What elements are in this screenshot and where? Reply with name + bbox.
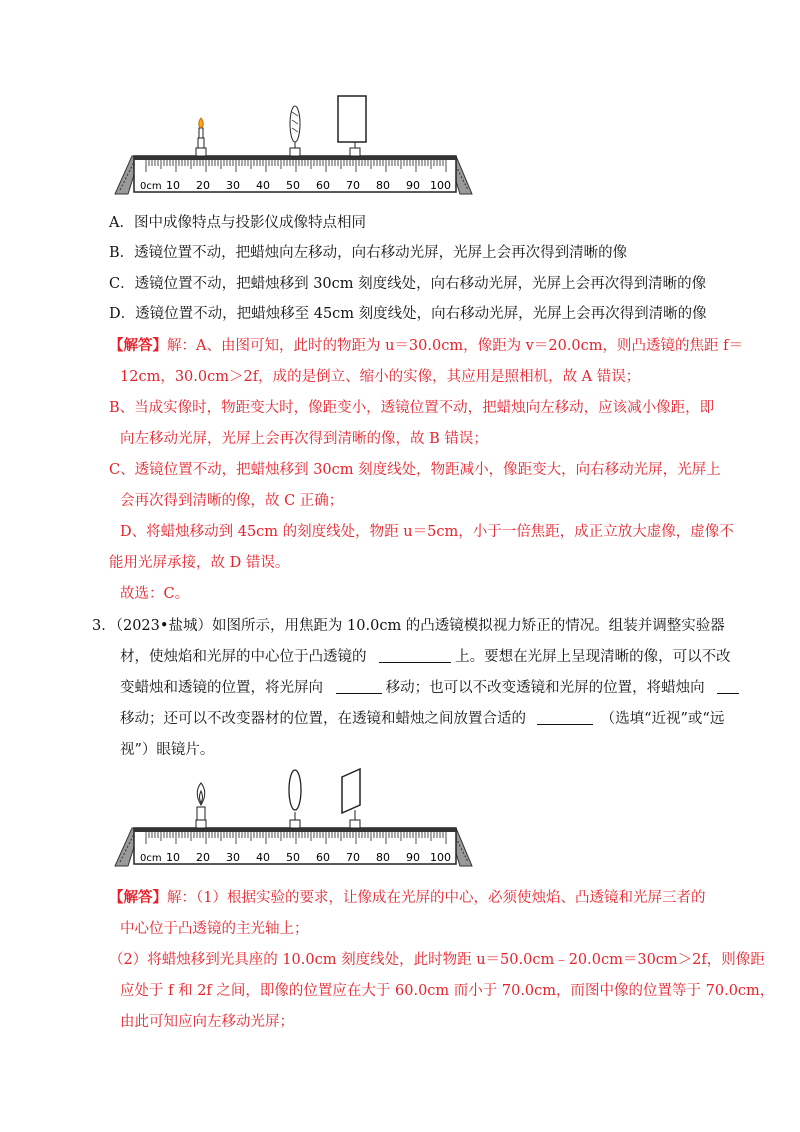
answer-1-line-6: 会再次得到清晰的像，故 C 正确； <box>120 493 344 509</box>
ruler-label: 70 <box>346 851 360 864</box>
question-text: （选填“近视”或“远 <box>600 711 725 727</box>
answer-1-line-9: 故选：C。 <box>120 586 190 602</box>
ruler-label: 90 <box>406 179 420 192</box>
optical-bench-figure-1 <box>110 90 480 200</box>
ruler-label: 40 <box>256 851 270 864</box>
option-d: D．透镜位置不动，把蜡烛移至 45cm 刻度线处，向右移动光屏，光屏上会再次得到清晰的像 <box>109 306 707 322</box>
question-3-line-1 <box>92 616 725 636</box>
answer-1-line-2: 12cm，30.0cm＞2f，成的是倒立、缩小的实像，其应用是照相机，故 A 错误； <box>120 369 641 385</box>
answer-1-line-4: 向左移动光屏，光屏上会再次得到清晰的像，故 B 错误； <box>120 431 488 447</box>
answer-1-line-1 <box>109 336 743 356</box>
ruler-label: 80 <box>376 851 390 864</box>
answer-3-line-1 <box>109 888 705 908</box>
ruler-label: 60 <box>316 851 330 864</box>
answer-3-line-4: 应处于 f 和 2f 之间，即像的位置应在大于 60.0cm 而小于 70.0cm，而图中像的位置等于 70.0cm， <box>120 983 775 999</box>
ruler-label: 0cm <box>140 181 162 192</box>
answer-blank <box>379 648 451 663</box>
ruler-label: 20 <box>196 851 210 864</box>
answer-3-line-3: （2）将蜡烛移到光具座的 10.0cm 刻度线处，此时物距 u＝50.0cm﹣20.0cm＝30cm＞2f，则像距 <box>109 952 765 968</box>
ruler-label: 100 <box>430 179 451 192</box>
option-a: A．图中成像特点与投影仪成像特点相同 <box>109 215 366 231</box>
ruler-label: 100 <box>430 851 451 864</box>
light-screen <box>338 96 366 156</box>
ruler-label: 20 <box>196 179 210 192</box>
light-screen <box>342 769 360 828</box>
answer-blank <box>336 679 382 694</box>
ruler-label: 90 <box>406 851 420 864</box>
convex-lens <box>290 106 300 156</box>
answer-text: 解：A、由图可知，此时的物距为 u＝30.0cm，像距为 v＝20.0cm，则凸透镜的焦距 f＝ <box>167 338 744 354</box>
answer-1-line-7: D、将蜡烛移动到 45cm 的刻度线处，物距 u＝5cm，小于一倍焦距，成正立放大虚像，虚像不 <box>120 524 734 540</box>
ruler-label: 50 <box>286 851 300 864</box>
question-number: 3． <box>92 618 116 634</box>
ruler-label: 30 <box>226 851 240 864</box>
question-3-line-5: 视”）眼镜片。 <box>120 742 215 758</box>
answer-tag: 【解答】 <box>109 337 167 354</box>
question-text: 移动；还可以不改变器材的位置，在透镜和蜡烛之间放置合适的 <box>120 711 526 727</box>
answer-3-line-2: 中心位于凸透镜的主光轴上； <box>120 921 309 937</box>
answer-1-line-8: 能用光屏承接，故 D 错误。 <box>109 555 290 571</box>
ruler-label: 80 <box>376 179 390 192</box>
optical-bench-figure-2 <box>110 765 480 875</box>
candle <box>196 118 206 156</box>
convex-lens <box>289 770 301 828</box>
answer-3-line-5: 由此可知应向左移动光屏； <box>120 1014 294 1030</box>
option-b: B．透镜位置不动，把蜡烛向左移动，向右移动光屏，光屏上会再次得到清晰的像 <box>109 245 628 261</box>
ruler-label: 30 <box>226 179 240 192</box>
answer-1-line-5: C、透镜位置不动，把蜡烛移到 30cm 刻度线处，物距减小，像距变大，向右移动光屏，光屏上 <box>109 462 721 478</box>
question-text: 移动；也可以不改变透镜和光屏的位置，将蜡烛向 <box>385 680 705 696</box>
question-text: 材，使烛焰和光屏的中心位于凸透镜的 <box>120 649 367 665</box>
ruler-label: 40 <box>256 179 270 192</box>
ruler-label: 70 <box>346 179 360 192</box>
answer-tag: 【解答】 <box>109 889 167 906</box>
ruler-label: 10 <box>166 851 180 864</box>
ruler-label: 10 <box>166 179 180 192</box>
question-text: （2023•盐城）如图所示，用焦距为 10.0cm 的凸透镜模拟视力矫正的情况。组装并调整实验器 <box>115 618 725 634</box>
question-3-line-2 <box>120 647 731 667</box>
ruler-label: 60 <box>316 179 330 192</box>
ruler-label: 0cm <box>140 853 162 864</box>
ruler-label: 50 <box>286 179 300 192</box>
question-text: 变蜡烛和透镜的位置，将光屏向 <box>120 680 323 696</box>
candle <box>196 783 206 828</box>
question-3-line-4 <box>120 709 724 729</box>
answer-1-line-3: B、当成实像时，物距变大时，像距变小，透镜位置不动，把蜡烛向左移动，应该减小像距，即 <box>109 400 715 416</box>
answer-blank <box>717 679 739 694</box>
option-c: C．透镜位置不动，把蜡烛移到 30cm 刻度线处，向右移动光屏，光屏上会再次得到清晰的像 <box>109 276 707 292</box>
question-text: 上。要想在光屏上呈现清晰的像，可以不改 <box>455 649 731 665</box>
answer-blank <box>537 710 593 725</box>
answer-text: 解：（1）根据实验的要求，让像成在光屏的中心，必须使烛焰、凸透镜和光屏三者的 <box>167 890 706 906</box>
question-3-line-3 <box>120 678 739 698</box>
